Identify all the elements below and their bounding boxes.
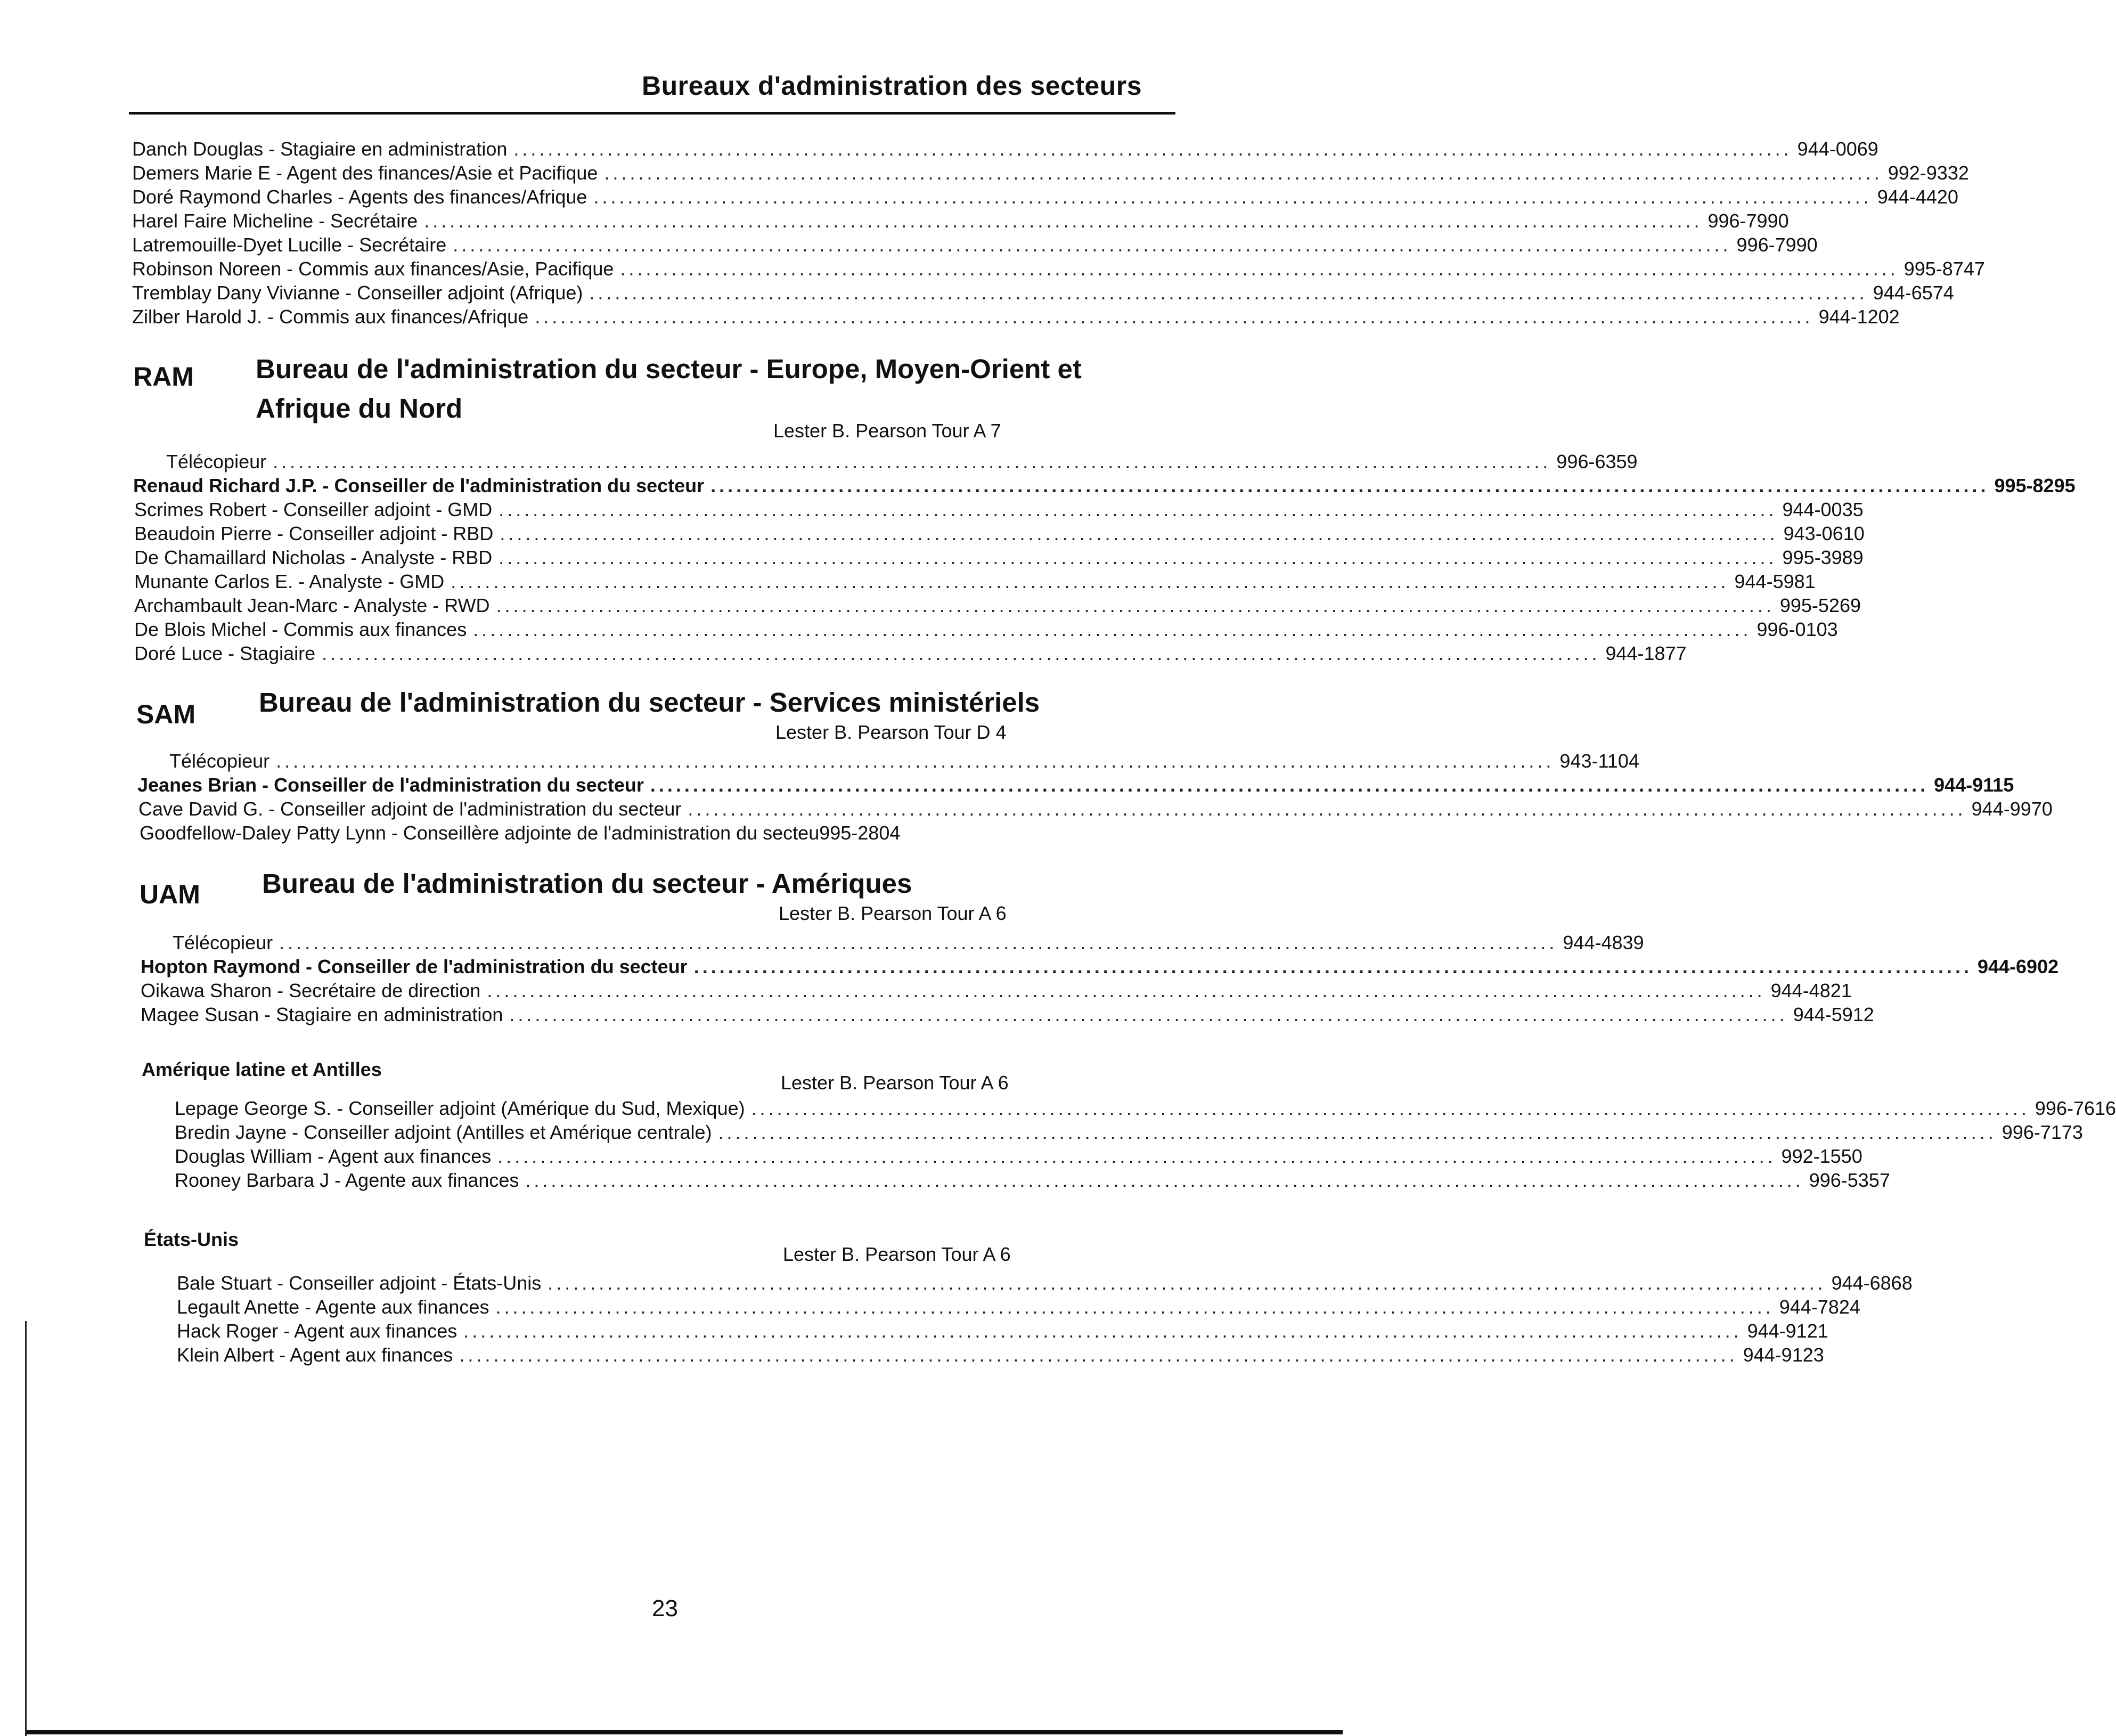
list-item: Tremblay Dany Vivianne - Conseiller adjoint (Afrique) ...................................................................................................................................................... 944-6574 (132, 282, 1954, 304)
list-item: Hopton Raymond - Conseiller de l'administration du secteur ...................................................................................................................................................... 944-6902 (141, 956, 2059, 977)
list-item: Douglas William - Agent aux finances ...................................................................................................................................................... 992-1550 (175, 1145, 1862, 1167)
list-item: Scrimes Robert - Conseiller adjoint - GMD ...................................................................................................................................................... 944-0035 (134, 499, 1864, 520)
list-item: Hack Roger - Agent aux finances ...................................................................................................................................................... 944-9121 (177, 1320, 1828, 1342)
section-title-uam: Bureau de l'administration du secteur - Amériques (262, 868, 912, 899)
list-item: Doré Raymond Charles - Agents des finances/Afrique ...................................................................................................................................................... 944-4420 (132, 186, 1958, 208)
location-latin-america: Lester B. Pearson Tour A 6 (781, 1072, 1009, 1094)
section-title-sam: Bureau de l'administration du secteur - Services ministériels (259, 687, 1040, 718)
list-item: Rooney Barbara J - Agente aux finances ...................................................................................................................................................... 996-5357 (175, 1169, 1890, 1191)
page-header-title: Bureaux d'administration des secteurs (642, 71, 1142, 101)
list-item: Jeanes Brian - Conseiller de l'administration du secteur ...................................................................................................................................................... 944-9115 (137, 774, 2014, 796)
list-item: Demers Marie E - Agent des finances/Asie et Pacifique ...................................................................................................................................................... 992-9332 (132, 162, 1969, 184)
list-item: Archambault Jean-Marc - Analyste - RWD ...................................................................................................................................................... 995-5269 (134, 594, 1861, 616)
scan-edge-line (25, 1321, 27, 1736)
location-uam: Lester B. Pearson Tour A 6 (779, 902, 1007, 924)
page-number: 23 (652, 1595, 678, 1621)
section-title-ram-line1: Bureau de l'administration du secteur - Europe, Moyen-Orient et (256, 354, 1082, 384)
list-item: Harel Faire Micheline - Secrétaire ...................................................................................................................................................... 996-7990 (132, 210, 1789, 232)
list-item: Cave David G. - Conseiller adjoint de l'administration du secteur ...................................................................................................................................................... 944-9970 (138, 798, 2053, 820)
list-item: Magee Susan - Stagiaire en administration ...................................................................................................................................................... 944-5912 (141, 1004, 1874, 1025)
list-item: Robinson Noreen - Commis aux finances/Asie, Pacifique ...................................................................................................................................................... 995-8747 (132, 258, 1985, 280)
location-ram: Lester B. Pearson Tour A 7 (773, 420, 1001, 442)
list-item: Goodfellow-Daley Patty Lynn - Conseillère adjointe de l'administration du secteu 995-2804 (140, 822, 901, 844)
list-item: Legault Anette - Agente aux finances ...................................................................................................................................................... 944-7824 (177, 1296, 1860, 1318)
subsection-heading-united-states: États-Unis (144, 1228, 239, 1250)
scan-bottom-edge (27, 1730, 1343, 1734)
subsection-heading-latin-america: Amérique latine et Antilles (142, 1058, 382, 1080)
list-item: Danch Douglas - Stagiaire en administration ...................................................................................................................................................... 944-0069 (132, 138, 1878, 160)
list-item: Bredin Jayne - Conseiller adjoint (Antilles et Amérique centrale) ...................................................................................................................................................... 996-7173 (175, 1121, 2083, 1143)
list-item: Beaudoin Pierre - Conseiller adjoint - RBD ...................................................................................................................................................... 943-0610 (134, 523, 1865, 544)
list-item: Télécopieur ...................................................................................................................................................... 996-6359 (166, 451, 1638, 472)
list-item: Renaud Richard J.P. - Conseiller de l'administration du secteur ...................................................................................................................................................... 995-8295 (133, 475, 2076, 496)
list-item: Munante Carlos E. - Analyste - GMD ...................................................................................................................................................... 944-5981 (134, 570, 1816, 592)
location-united-states: Lester B. Pearson Tour A 6 (783, 1243, 1011, 1265)
list-item: Doré Luce - Stagiaire ...................................................................................................................................................... 944-1877 (134, 642, 1687, 664)
list-item: De Blois Michel - Commis aux finances ...................................................................................................................................................... 996-0103 (134, 618, 1838, 640)
list-item: Lepage George S. - Conseiller adjoint (Amérique du Sud, Mexique) ...................................................................................................................................................... 996-7616 (175, 1097, 2116, 1119)
header-rule (129, 112, 1175, 115)
location-sam: Lester B. Pearson Tour D 4 (775, 721, 1007, 743)
list-item: De Chamaillard Nicholas - Analyste - RBD ...................................................................................................................................................... 995-3989 (134, 547, 1864, 568)
list-item: Zilber Harold J. - Commis aux finances/Afrique ...................................................................................................................................................... 944-1202 (132, 306, 1900, 328)
section-code-sam: SAM (136, 699, 196, 729)
list-item: Télécopieur ...................................................................................................................................................... 943-1104 (169, 750, 1639, 772)
list-item: Télécopieur ...................................................................................................................................................... 944-4839 (173, 932, 1644, 953)
list-item: Oikawa Sharon - Secrétaire de direction ...................................................................................................................................................... 944-4821 (141, 980, 1852, 1001)
list-item: Klein Albert - Agent aux finances ...................................................................................................................................................... 944-9123 (177, 1344, 1824, 1366)
section-code-ram: RAM (133, 362, 194, 392)
section-title-ram-line2: Afrique du Nord (256, 393, 463, 423)
section-code-uam: UAM (140, 879, 200, 909)
list-item: Latremouille-Dyet Lucille - Secrétaire ...................................................................................................................................................... 996-7990 (132, 234, 1818, 256)
list-item: Bale Stuart - Conseiller adjoint - États-Unis ...................................................................................................................................................... 944-6868 (177, 1272, 1913, 1294)
